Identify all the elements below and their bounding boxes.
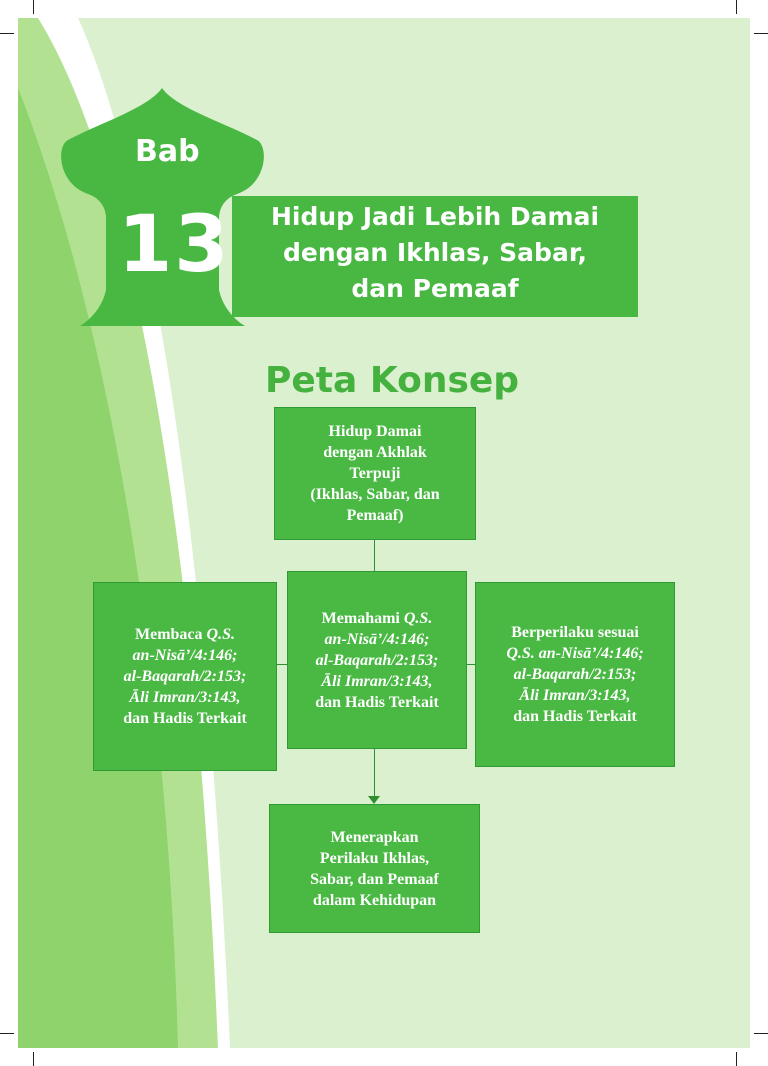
concept-node-bottom <box>269 804 480 933</box>
node-text: Memahami <box>321 609 404 627</box>
node-line: al-Baqarah/2:153; <box>315 651 439 669</box>
concept-node-right <box>475 582 675 767</box>
chapter-title-line: dan Pemaaf <box>351 274 519 303</box>
crop-mark <box>736 0 737 14</box>
node-line: Perilaku Ikhlas, <box>319 849 430 867</box>
node-line: Q.S. an-Nisā’/4:146; <box>506 645 644 662</box>
node-line: dan Hadis Terkait <box>123 710 247 727</box>
node-line: (Ikhlas, Sabar, dan <box>310 486 440 503</box>
node-text-italic: Q.S. <box>403 609 433 627</box>
node-line: an-Nisā’/4:146; <box>324 630 430 648</box>
connector-line <box>374 540 375 572</box>
node-line: Pemaaf) <box>346 507 404 524</box>
node-line: an-Nisā’/4:146; <box>132 647 238 664</box>
crop-mark <box>0 1033 14 1034</box>
chapter-label: Bab <box>135 134 200 169</box>
node-line: dan Hadis Terkait <box>513 708 637 725</box>
crop-mark <box>33 0 34 14</box>
node-line: Āli Imran/3:143, <box>321 672 433 690</box>
crop-mark <box>754 1033 768 1034</box>
chapter-title-line: Hidup Jadi Lebih Damai <box>270 202 600 231</box>
crop-mark <box>736 1052 737 1066</box>
chapter-title-line: dengan Ikhlas, Sabar, <box>283 238 587 267</box>
concept-node-center <box>287 571 467 749</box>
node-line: al-Baqarah/2:153; <box>513 666 637 683</box>
concept-map-heading: Peta Konsep <box>265 360 520 401</box>
node-line: al-Baqarah/2:153; <box>123 668 247 685</box>
crop-mark <box>33 1052 34 1066</box>
node-text-italic: Q.S. <box>206 626 235 643</box>
chapter-number: 13 <box>118 200 231 290</box>
arrow-down-icon <box>368 796 380 804</box>
connector-line <box>374 749 375 797</box>
node-line: Āli Imran/3:143, <box>129 689 241 706</box>
node-text: Membaca <box>135 626 207 643</box>
node-line: dan Hadis Terkait <box>315 693 439 711</box>
node-line: dalam Kehidupan <box>312 891 437 909</box>
node-line: Menerapkan <box>330 828 419 846</box>
node-line: Berperilaku sesuai <box>511 624 639 641</box>
crop-mark <box>0 33 14 34</box>
node-line: Sabar, dan Pemaaf <box>310 870 439 888</box>
node-line <box>135 624 235 645</box>
chapter-title <box>232 196 638 317</box>
connector-line <box>467 664 475 665</box>
concept-node-left <box>93 582 277 771</box>
crop-mark <box>754 33 768 34</box>
node-line <box>322 608 433 629</box>
node-line: Hidup Damai <box>328 423 422 440</box>
node-line: Terpuji <box>349 465 401 482</box>
node-line: Āli Imran/3:143, <box>519 687 631 704</box>
node-line: dengan Akhlak <box>323 444 427 461</box>
concept-node-top <box>274 407 476 540</box>
connector-line <box>277 664 287 665</box>
